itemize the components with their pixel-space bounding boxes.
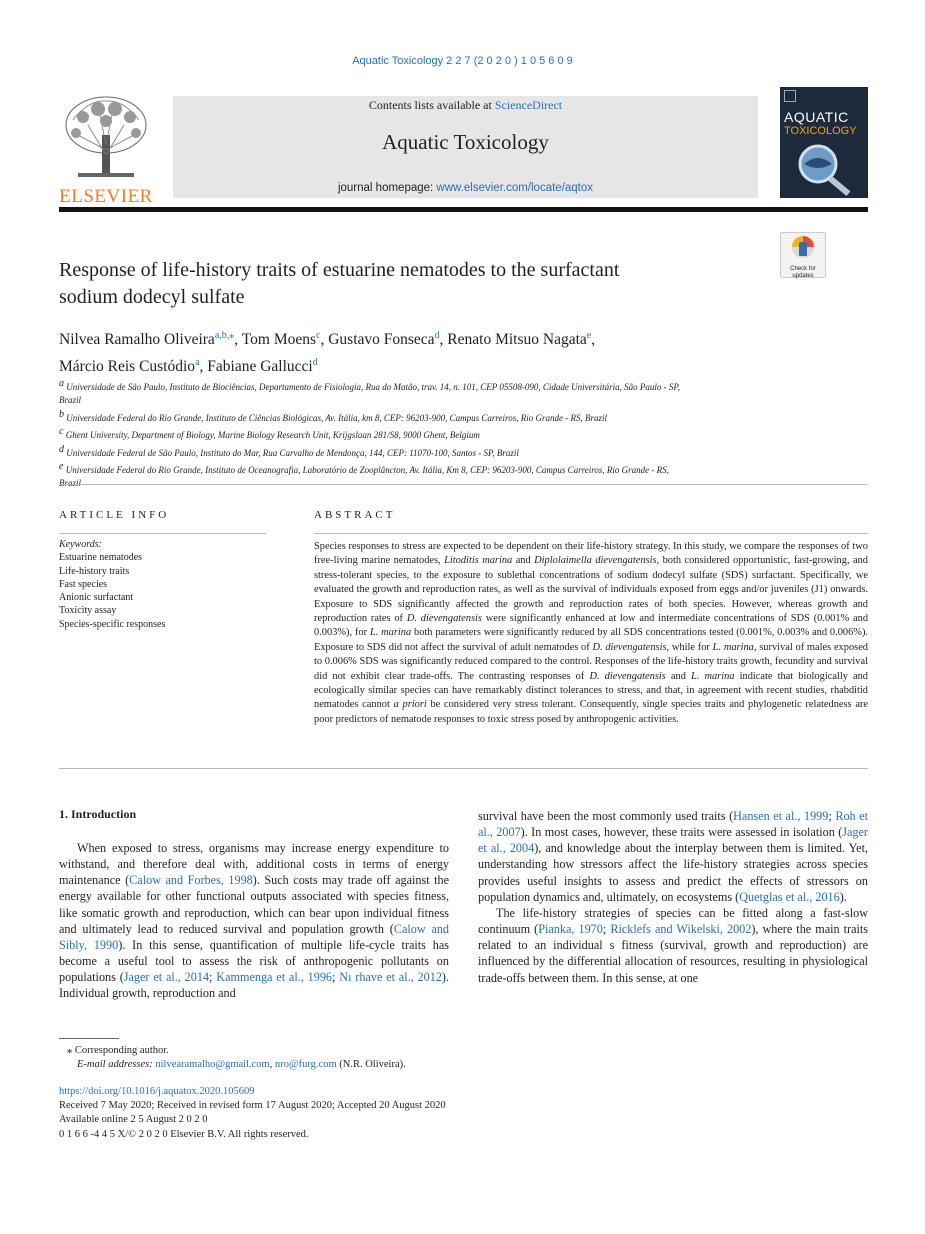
affiliation-key: b xyxy=(59,408,64,420)
abstract-heading: ABSTRACT xyxy=(314,509,396,521)
affiliation-item xyxy=(59,377,779,408)
reference-link[interactable]: Jager et al., 2004 xyxy=(478,825,868,856)
check-for-updates-badge[interactable] xyxy=(780,232,826,278)
keywords-block xyxy=(59,538,269,631)
reference-link[interactable]: Quetglas et al., 2016 xyxy=(739,889,840,904)
reference-link[interactable]: Jager et al., 2014 xyxy=(123,970,210,985)
affiliation-text: Universidade Federal de São Paulo, Instituto do Mar, Rua Carvalho de Mendonça, 144, CEP: 11070-100, Santos - SP, Brazil xyxy=(66,447,519,458)
author-sep: , xyxy=(591,331,596,349)
reference-link[interactable]: Ricklefs and Wikelski, 2002 xyxy=(610,922,752,937)
journal-citation[interactable]: Aquatic Toxicology 2 2 7 (2 0 2 0 ) 1 0 5 6 0 9 xyxy=(352,55,573,67)
article-meta xyxy=(59,1085,659,1142)
affiliation-key: a xyxy=(59,378,64,389)
crossmark-icon xyxy=(781,233,825,261)
elsevier-tree-icon xyxy=(58,95,154,179)
affiliation-key: d xyxy=(59,443,64,455)
author-name: Gustavo Fonseca xyxy=(328,331,435,349)
abstract-text: Species responses to stress are expected to be dependent on their life-history strategy. In this study, we compare the responses of two free-living marine nematodes, Litoditis marina and Diplolaimella dievengatensis, both considered opportunistic, fast-growing, and stress-tolerant species, to the exposure to sublethal concentrations of sodium dodecyl sulfate (SDS) surfactant. Specifically, we evaluated the growth and reproduction rates, as well as the survival of individuals exposed from eggs and/or juveniles (J1) onwards. Exposure to SDS significantly affected the growth and reproduction rates of both species. However, whereas growth and reproduction rates of D. dievengatensis were significantly enhanced at low and intermediate concentrations of SDS (0.001% and 0.003%), for L. marina both parameters were significantly reduced by all SDS concentrations tested (0.001%, 0.003% and 0.006%). Exposure to SDS did not affect the survival of adult nematodes of D. dievengatensis, while for L. marina, survival of males exposed to 0.006% SDS was significantly reduced compared to the control. Responses of the life-history traits growth, fecundity and survival did not exhibit clear trade-offs. The contrasting responses of D. dievengatensis and L. marina indicate that biologically and ecologically similar species can have remarkably distinct tolerances to stress, and that, in agreement with recent studies, rhabditid nematodes cannot a priori be considered very stress tolerant. Consequently, single species traits and phylogenetic relatedness are poor predictors of nematode responses to toxic stress posed by anthropogenic activities. xyxy=(314,541,869,725)
author-affil-marker[interactable]: d xyxy=(434,330,440,341)
author-name: Renato Mitsuo Nagata xyxy=(447,331,587,349)
keyword: Estuarine nematodes xyxy=(59,552,143,564)
cover-title-1: AQUATIC xyxy=(784,109,849,125)
keyword: Species-specific responses xyxy=(59,618,166,630)
author-name: Fabiane Gallucci xyxy=(207,358,313,376)
affiliation-rule xyxy=(59,484,868,485)
crossmark-label-1: Check for xyxy=(790,266,816,272)
keyword: Toxicity assay xyxy=(59,605,117,617)
reference-link[interactable]: Calow and Sibly, 1990 xyxy=(59,921,450,952)
abstract-bottom-rule xyxy=(59,768,868,769)
affiliation-text: Universidade Federal do Rio Grande, Instituto de Oceanografia, Laboratório de Zooplâncton, Av. Itália, Km 8, CEP: 96203-900, Campus Carreiros, Rio Grande - RS, xyxy=(65,465,669,476)
cover-publisher-icon xyxy=(784,90,796,102)
affiliation-item xyxy=(59,408,779,425)
header-rule xyxy=(59,207,868,212)
author-affil-marker[interactable]: d xyxy=(312,357,318,369)
title-line-2: sodium dodecyl sulfate xyxy=(59,286,245,308)
author-affil-marker[interactable]: c xyxy=(316,330,321,341)
received-dates: Received 7 May 2020; Received in revised form 17 August 2020; Accepted 20 August 2020 xyxy=(59,1100,446,1112)
keyword: Anionic surfactant xyxy=(59,592,134,604)
available-online: Available online 2 5 August 2 0 2 0 xyxy=(59,1114,208,1126)
author-affil-marker[interactable]: e xyxy=(586,330,592,341)
journal-cover[interactable] xyxy=(780,87,868,198)
publisher-name: ELSEVIER xyxy=(59,186,153,207)
crossmark-label-2: updates xyxy=(792,273,814,279)
author-sep: , xyxy=(320,331,329,349)
elsevier-logo xyxy=(58,95,154,207)
corresponding-author-note: ⁎ Corresponding author. xyxy=(67,1045,169,1056)
affiliation-text: Ghent University, Department of Biology, Marine Biology Research Unit, Krijgslaan 281/S8, 9000 Ghent, Belgium xyxy=(65,430,480,441)
homepage-line xyxy=(173,182,758,194)
author-name: Márcio Reis Custódio xyxy=(59,358,196,376)
email-link[interactable]: nilvearamalho@gmail.com xyxy=(155,1059,270,1070)
keywords-label: Keywords: xyxy=(59,539,102,550)
footnote xyxy=(59,1044,559,1072)
article-info-heading: ARTICLE INFO xyxy=(59,509,170,521)
author-affil-marker[interactable]: a xyxy=(195,357,200,369)
cover-magnifier-icon xyxy=(780,142,868,198)
footnote-rule xyxy=(59,1038,119,1039)
reference-link[interactable]: Nı rhave et al., 2012 xyxy=(339,970,442,985)
affiliations xyxy=(59,377,779,491)
section-heading-introduction: 1. Introduction xyxy=(59,807,137,821)
paragraph: survival have been the most commonly used traits (Hansen et al., 1999; Roh et al., 2007). In most cases, however, these traits were assessed in isolation (Jager et al., 2004), and knowledge about the interplay between them is limited. Yet, understanding how stressors affect the life-history strategies across species provides useful insights to assess and predict the effects of stressors on population dynamics and, ultimately, on ecosystems (Quetglas et al., 2016). xyxy=(478,809,868,904)
body-column-right xyxy=(478,808,868,986)
doi-link[interactable]: https://doi.org/10.1016/j.aquatox.2020.105609 xyxy=(59,1086,255,1097)
affiliation-text: Universidade Federal do Rio Grande, Instituto de Ciências Biológicas, Av. Itália, km 8, CEP: 96203-900, Campus Carreiros, Rio Grande - RS, Brazil xyxy=(66,412,607,423)
author-name: Tom Moens xyxy=(241,331,317,349)
cover-title-2: TOXICOLOGY xyxy=(784,125,857,137)
homepage-prefix: journal homepage: xyxy=(337,182,437,194)
homepage-link[interactable]: www.elsevier.com/locate/aqtox xyxy=(436,182,594,194)
affiliation-text-cont: Brazil xyxy=(59,395,82,406)
keyword: Life-history traits xyxy=(59,565,130,577)
author-list xyxy=(59,324,779,378)
affiliation-key: e xyxy=(59,461,64,473)
journal-title: Aquatic Toxicology xyxy=(382,130,549,154)
author-line-2 xyxy=(59,351,779,378)
contents-prefix: Contents lists available at xyxy=(368,98,495,112)
affiliation-item xyxy=(59,460,779,491)
affiliation-item xyxy=(59,425,779,442)
author-line-1 xyxy=(59,324,779,351)
copyright: 0 1 6 6 -4 4 5 X/© 2 0 2 0 Elsevier B.V. All rights reserved. xyxy=(59,1128,309,1140)
journal-masthead xyxy=(173,96,758,198)
reference-link[interactable]: Kammenga et al., 1996 xyxy=(216,970,333,985)
sciencedirect-link[interactable]: ScienceDirect xyxy=(494,98,563,112)
reference-link[interactable]: Roh et al., 2007 xyxy=(478,809,868,840)
reference-link[interactable]: Hansen et al., 1999 xyxy=(733,809,829,823)
affiliation-item xyxy=(59,443,779,460)
author-sep: , xyxy=(439,331,448,349)
title-line-1: Response of life-history traits of estuarine nematodes to the surfactant xyxy=(59,259,620,281)
email-link[interactable]: nro@furg.com xyxy=(274,1059,337,1070)
author-name: Nilvea Ramalho Oliveira xyxy=(59,331,215,349)
author-affil-marker[interactable]: a,b,⁎ xyxy=(214,330,235,341)
article-title xyxy=(59,257,759,311)
affiliation-text: Universidade de São Paulo, Instituto de Biociências, Departamento de Fisiologia, Rua do Matão, trav. 14, n. 101, CEP 05508-090, Cidade Universitária, São Paulo - SP, xyxy=(66,382,680,392)
paragraph: The life-history strategies of species can be fitted along a fast-slow continuum (Pianka, 1970; Ricklefs and Wikelski, 2002), where the main traits related to an individual s fitness (survival, growth and reproduction) are influenced by the differential allocation of resources, resulting in physiological trade-offs between them. In this sense, at one xyxy=(478,905,869,985)
author-sep: , xyxy=(234,331,242,349)
reference-link[interactable]: Pianka, 1970 xyxy=(538,922,603,937)
affiliation-key: c xyxy=(59,426,64,438)
reference-link[interactable]: Calow and Forbes, 1998 xyxy=(129,873,253,888)
contents-line xyxy=(173,98,758,113)
abstract-rule xyxy=(314,533,868,534)
email-line: E-mail addresses: nilvearamalho@gmail.com, nro@furg.com (N.R. Oliveira). xyxy=(77,1059,406,1070)
author-sep: , xyxy=(199,358,208,376)
keyword: Fast species xyxy=(59,578,108,590)
body-column-left xyxy=(59,840,449,1002)
keywords-rule xyxy=(59,533,266,534)
paragraph: When exposed to stress, organisms may increase energy expenditure to withstand, and therefore deal with, additional costs in terms of energy maintenance (Calow and Forbes, 1998). Such costs may trade off against the energy available for other functional outputs associated with species fitness, like somatic growth and reproduction, which can bear upon individual fitness and ultimately lead to reduced survival and population growth (Calow and Sibly, 1990). In this sense, quantification of multiple life-cycle traits has become a useful tool to assess the risk of anthropogenic pollutants on populations (Jager et al., 2014; Kammenga et al., 1996; Nı rhave et al., 2012). Individual growth, reproduction and xyxy=(59,841,450,1001)
